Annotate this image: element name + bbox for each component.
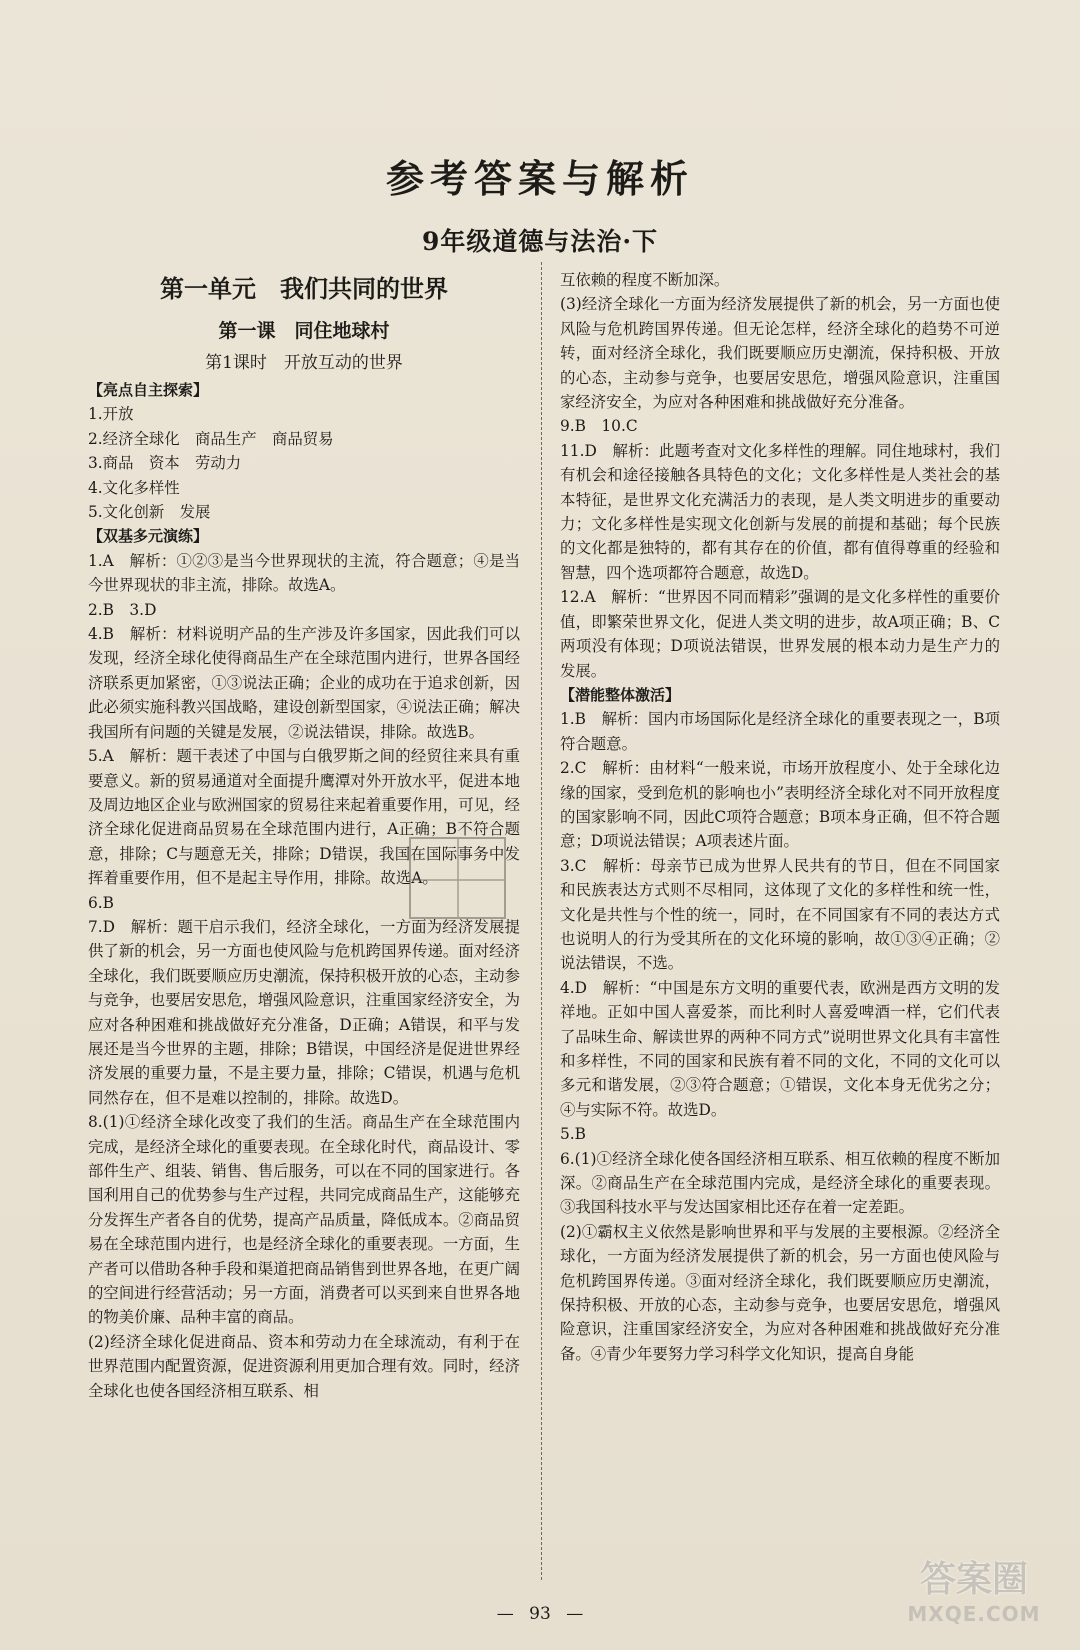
answer-item: 1.开放 [88, 405, 134, 424]
lesson-heading: 第一课 同住地球村 [218, 320, 390, 342]
answer-q8-part1: 8.(1)①经济全球化改变了我们的生活。商品生产在全球范围内完成，是经济全球化的重要表现。在全球化时代，商品设计、零部件生产、组装、销售、售后服务，可以在不同的国家进行。各国利用自己的优势参与生产过程，共同完成商品生产，这能够充分发挥生产者各自的优势，提高产品质量，降低成本。②商品贸易在全球范围内进行，也是经济全球化的重要表现。一方面，生产者可以借助各种手段和渠道把商品销售到世界各地，在更广阔的空间进行经营活动；另一方面，消费者可以买到来自世界各地的物美价廉、品种丰富的商品。 [88, 1113, 520, 1327]
answer-q11: 11.D 解析：此题考查对文化多样性的理解。同住地球村，我们有机会和途径接触各具特色的文化；文化多样性是人类社会的基本特征，是世界文化充满活力的表现，是人类文明进步的重要动力；文化多样性是实现文化创新与发展的前提和基础；每个民族的文化都是独特的，都有其存在的价值，都有值得尊重的经验和智慧，四个选项都符合题意，故选D。 [560, 441, 1000, 582]
answer-r3: 3.C 解析：母亲节已成为世界人民共有的节日，但在不同国家和民族表达方式则不尽相同，这体现了文化的多样性和统一性，文化是共性与个性的统一，同时，在不同国家有不同的表达方式也说明人的行为受其所在的文化环境的影响，故①③④正确；②说法错误，不选。 [560, 856, 1000, 973]
answer-r4: 4.D 解析：“中国是东方文明的重要代表，欧洲是西方文明的发祥地。正如中国人喜爱茶，而比利时人喜爱啤酒一样，它们代表了品味生命、解读世界的两种不同方式”说明世界文化具有丰富性和多样性，不同的国家和民族有着不同的文化，不同的文化可以多元和谐发展，②③符合题意；①错误，文化本身无优劣之分；④与实际不符。故选D。 [560, 978, 1000, 1119]
answer-r5: 5.B [560, 1125, 586, 1144]
page-dash-right: — [566, 1604, 584, 1624]
right-column [560, 268, 1000, 1588]
answer-q6: 6.B [88, 893, 114, 912]
page-number-value: 93 [529, 1604, 551, 1624]
answer-q9-q10: 9.B 10.C [560, 417, 638, 436]
answer-q8-part3: (3)经济全球化一方面为经济发展提供了新的机会，另一方面也使风险与危机跨国界传递。但无论怎样，经济全球化的趋势不可逆转，面对经济全球化，我们既要顺应历史潮流，保持积极、开放的心态，主动参与竞争，也要居安思危，增强风险意识，注重国家经济安全，为应对各种困难和挑战做好充分准备。 [560, 295, 1000, 412]
page-subtitle: 9年级道德与法治·下 [421, 227, 659, 256]
answer-q4: 4.B 解析：材料说明产品的生产涉及许多国家，因此我们可以发现，经济全球化使得商品生产在全球范围内进行，世界各国经济联系更加紧密，①③说法正确；企业的成功在于追求创新，因此必须实施科教兴国战略，建设创新型国家，④说法正确；解决我国所有问题的关键是发展，②说法错误，排除。故选B。 [88, 625, 520, 741]
answer-q8-part2: (2)经济全球化促进商品、资本和劳动力在全球流动，有利于在世界范围内配置资源，促进资源利用更加合理有效。同时，经济全球化也使各国经济相互联系、相 [88, 1332, 520, 1400]
answer-q5: 5.A 解析：题干表述了中国与白俄罗斯之间的经贸往来具有重要意义。新的贸易通道对全面提升鹰潭对外开放水平，促进本地及周边地区企业与欧洲国家的贸易往来起着重要作用，可见，经济全球化促进商品贸易在全球范围内进行，A正确；B不符合题意，排除；C与题意无关，排除；D错误，我国在国际事务中发挥着重要作用，但不是起主导作用，排除。故选A。 [88, 747, 520, 888]
answer-q7: 7.D 解析：题干启示我们，经济全球化，一方面为经济发展提供了新的机会，另一方面也使风险与危机跨国界传递。面对经济全球化，我们既要顺应历史潮流，保持积极开放的心态，主动参与竞争，也要居安思危，增强风险意识，注重国家经济安全，为应对各种困难和挑战做好充分准备，D正确；A错误，和平与发展还是当今世界的主题，排除；B错误，中国经济是促进世界经济发展的重要力量，不是主要力量，排除；C错误，机遇与危机同然存在，但不是难以控制的，排除。故选D。 [88, 917, 520, 1107]
answer-item: 3.商品 资本 劳动力 [88, 454, 242, 473]
page-dash-left: — [496, 1604, 514, 1624]
page-title: 参考答案与解析 [385, 156, 694, 201]
answer-r2: 2.C 解析：由材料“一般来说，市场开放程度小、处于全球化边缘的国家，受到危机的影响也小”表明经济全球化对不同开放程度的国家影响不同，因此C项符合题意；B项本身正确，但不符合题意；D项说法错误；A项表述片面。 [560, 759, 1000, 851]
answer-r6-part2: (2)①霸权主义依然是影响世界和平与发展的主要根源。②经济全球化，一方面为经济发展提供了新的机会，另一方面也使风险与危机跨国界传递。③面对经济全球化，我们既要顺应历史潮流，保持积极、开放的心态，主动参与竞争，也要居安思危，增强风险意识，注重国家经济安全，为应对各种困难和挑战做好充分准备。④青少年要努力学习科学文化知识，提高自身能 [560, 1222, 1000, 1363]
answer-item: 2.经济全球化 商品生产 商品贸易 [88, 429, 334, 448]
watermark-logo: 答案圈 [919, 1559, 1028, 1600]
section-heading-activate: 【潜能整体激活】 [560, 685, 681, 704]
faint-stamp-mark [400, 830, 530, 940]
answer-q12: 12.A 解析：“世界因不同而精彩”强调的是文化多样性的重要价值，即繁荣世界文化，促进人类文明的进步，故A项正确；B、C两项没有体现；D项说法错误，世界发展的根本动力是生产力的发展。 [560, 588, 1000, 680]
column-divider [541, 262, 542, 1580]
period-heading: 第1课时 开放互动的世界 [205, 353, 403, 373]
section-heading-explore: 【亮点自主探索】 [88, 381, 209, 399]
answer-q1: 1.A 解析：①②③是当今世界现状的主流，符合题意；④是当今世界现状的非主流，排除。故选A。 [88, 551, 520, 595]
answer-r1: 1.B 解析：国内市场国际化是经济全球化的重要表现之一，B项符合题意。 [560, 710, 1000, 753]
section-heading-practice: 【双基多元演练】 [88, 527, 209, 546]
answer-q8-continued: 互依赖的程度不断加深。 [560, 271, 730, 289]
unit-heading: 第一单元 我们共同的世界 [160, 274, 448, 303]
watermark-url: MXQE.COM [907, 1602, 1041, 1626]
answer-r6-part1: 6.(1)①经济全球化使各国经济相互联系、相互依赖的程度不断加深。②商品生产在全球范围内完成，是经济全球化的重要表现。③我国科技水平与发达国家相比还存在着一定差距。 [560, 1149, 1000, 1217]
answer-q2-q3: 2.B 3.D [88, 600, 157, 619]
answer-item: 4.文化多样性 [88, 478, 180, 497]
answer-item: 5.文化创新 发展 [88, 503, 211, 522]
site-watermark [894, 1558, 1054, 1638]
